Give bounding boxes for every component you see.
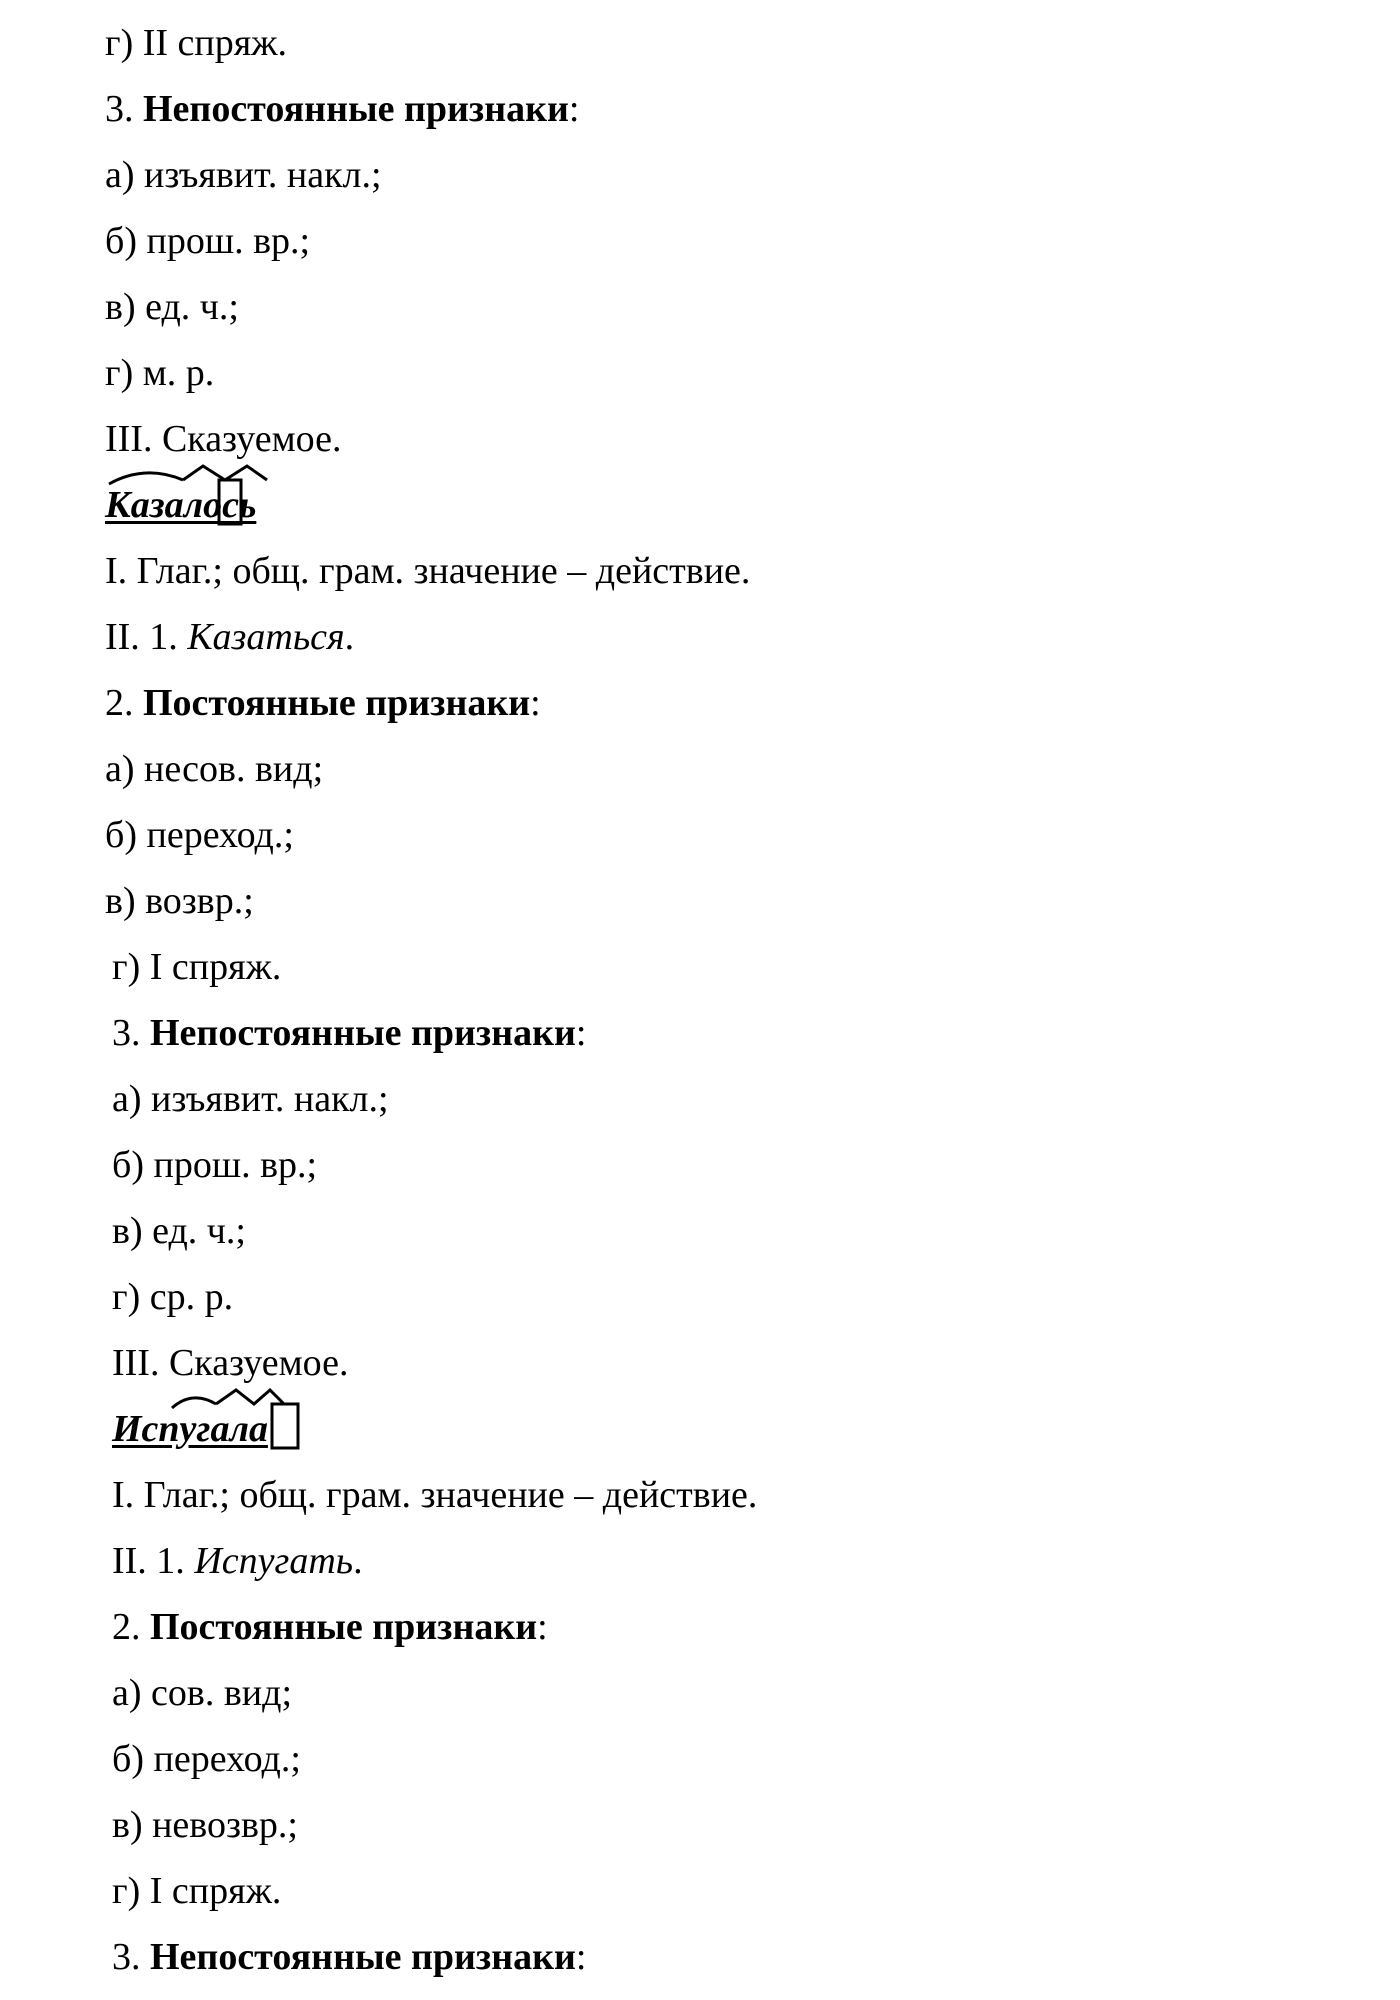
text-line: I. Глаг.; общ. грам. значение – действие. (105, 550, 751, 592)
text-prefix: II. 1. (105, 616, 188, 658)
text-line: а) изъявит. накл.; (105, 154, 382, 196)
section-heading (105, 680, 541, 726)
text-line: б) прош. вр.; (105, 220, 311, 262)
text-line: г) II спряж. (105, 22, 287, 64)
heading-colon: : (575, 1012, 587, 1054)
text-line: I. Глаг.; общ. грам. значение – действие. (112, 1474, 758, 1516)
text-line: г) ср. р. (112, 1276, 234, 1318)
text-line: г) I спряж. (112, 946, 282, 988)
text-line: в) ед. ч.; (112, 1210, 246, 1252)
text-line: г) I спряж. (112, 1870, 282, 1912)
analyzed-word (105, 482, 256, 528)
heading-bold: Постоянные признаки (150, 1606, 538, 1648)
heading-bold: Непостоянные признаки (150, 1936, 576, 1978)
section-heading (105, 86, 579, 132)
heading-bold: Постоянные признаки (143, 682, 531, 724)
suffix-mark (183, 466, 267, 480)
heading-number: 3. (105, 88, 143, 130)
heading-colon: : (530, 682, 541, 724)
heading-number: 2. (105, 682, 143, 724)
analyzed-word-text: Казалось (105, 484, 257, 526)
heading-colon: : (537, 1606, 548, 1648)
text-line: в) ед. ч.; (105, 286, 239, 328)
text-line: а) сов. вид; (112, 1672, 292, 1714)
ending-box (272, 1404, 298, 1448)
heading-number: 2. (112, 1606, 150, 1648)
section-heading (112, 1010, 586, 1056)
analyzed-word (112, 1406, 268, 1452)
section-heading (112, 1604, 548, 1650)
text-line (105, 614, 354, 660)
text-line: в) невозвр.; (112, 1804, 298, 1846)
text-line (112, 1538, 363, 1584)
heading-number: 3. (112, 1936, 150, 1978)
text-line: а) несов. вид; (105, 748, 324, 790)
heading-colon: : (568, 88, 580, 130)
text-line: в) возвр.; (105, 880, 254, 922)
text-line: г) м. р. (105, 352, 215, 394)
heading-number: 3. (112, 1012, 150, 1054)
heading-colon: : (575, 1936, 587, 1978)
text-line: б) переход.; (105, 814, 294, 856)
text-line: б) прош. вр.; (112, 1144, 318, 1186)
section-heading (112, 1934, 586, 1980)
text-line: III. Сказуемое. (105, 418, 342, 460)
text-line: III. Сказуемое. (112, 1342, 349, 1384)
heading-bold: Непостоянные признаки (150, 1012, 576, 1054)
text-end: . (344, 616, 355, 658)
heading-bold: Непостоянные признаки (143, 88, 569, 130)
infinitive: Казаться (187, 616, 345, 658)
text-line: б) переход.; (112, 1738, 301, 1780)
analyzed-word-text: Испугала (112, 1408, 268, 1450)
text-prefix: II. 1. (112, 1540, 195, 1582)
text-line: а) изъявит. накл.; (112, 1078, 389, 1120)
text-end: . (353, 1540, 363, 1582)
suffix-mark (216, 1390, 284, 1404)
infinitive: Испугать (194, 1540, 354, 1582)
